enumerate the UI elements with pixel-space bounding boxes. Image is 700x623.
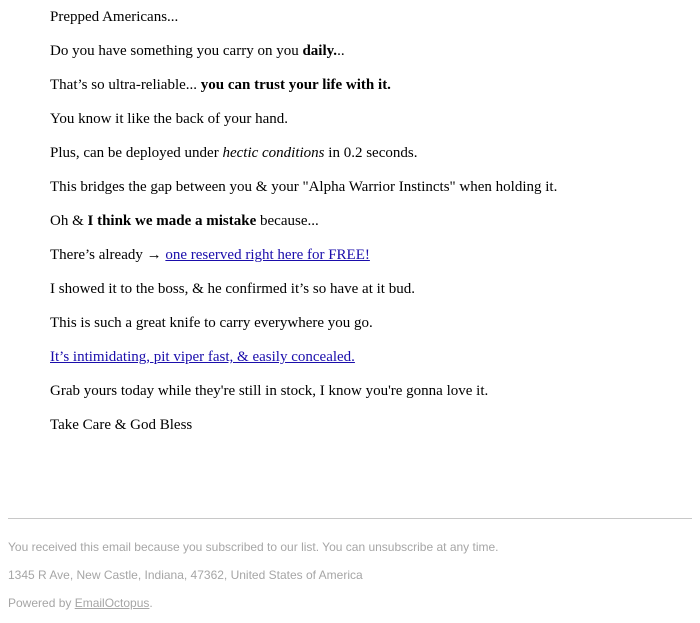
- signoff: Take Care & God Bless: [50, 417, 193, 433]
- deployed-text: Plus, can be deployed under: [50, 145, 223, 161]
- great-knife-line: This is such a great knife to carry everywhere you go.: [50, 315, 373, 331]
- carry-daily-line: [50, 34, 690, 68]
- reserved-free-link[interactable]: one reserved right here for FREE!: [165, 247, 370, 263]
- footer-divider: [8, 518, 692, 519]
- daily-emphasis: daily.: [302, 43, 338, 59]
- subscription-notice: You received this email because you subscribed to our list. You can unsubscribe at any time.: [8, 540, 499, 554]
- bridges-gap-line: This bridges the gap between you & your "Alpha Warrior Instincts" when holding it.: [50, 179, 558, 195]
- greeting: Prepped Americans...: [50, 9, 179, 25]
- mistake-line: [50, 204, 690, 238]
- trust-life-emphasis: you can trust your life with it.: [200, 77, 391, 93]
- email-body: [50, 0, 690, 442]
- powered-by-prefix: Powered by: [8, 596, 75, 610]
- carry-daily-text: Do you have something you carry on you: [50, 43, 303, 59]
- boss-confirmed-line: I showed it to the boss, & he confirmed it’s so have at it bud.: [50, 281, 415, 297]
- sender-address: 1345 R Ave, New Castle, Indiana, 47362, United States of America: [8, 568, 363, 582]
- reserved-line: [50, 238, 690, 272]
- grab-yours-line: Grab yours today while they're still in stock, I know you're gonna love it.: [50, 383, 489, 399]
- email-footer: [8, 535, 692, 619]
- powered-by-suffix: .: [149, 596, 153, 610]
- mistake-emphasis: I think we made a mistake: [87, 213, 257, 229]
- back-of-hand-line: You know it like the back of your hand.: [50, 111, 289, 127]
- carry-daily-ellipsis: ..: [337, 43, 345, 59]
- mistake-suffix: because...: [256, 213, 319, 229]
- emailoctopus-link[interactable]: EmailOctopus: [74, 596, 150, 610]
- intimidating-line: [50, 340, 690, 374]
- mistake-prefix: Oh &: [50, 213, 88, 229]
- deployed-line: [50, 136, 690, 170]
- deployed-seconds-text: in 0.2 seconds.: [324, 145, 418, 161]
- powered-by-line: [8, 591, 692, 619]
- hectic-conditions-emphasis: hectic conditions: [222, 145, 325, 161]
- intimidating-link[interactable]: It’s intimidating, pit viper fast, & easily concealed.: [50, 349, 355, 365]
- ultra-reliable-text: That’s so ultra-reliable...: [50, 77, 201, 93]
- ultra-reliable-line: [50, 68, 690, 102]
- reserved-prefix: There’s already →: [50, 247, 166, 263]
